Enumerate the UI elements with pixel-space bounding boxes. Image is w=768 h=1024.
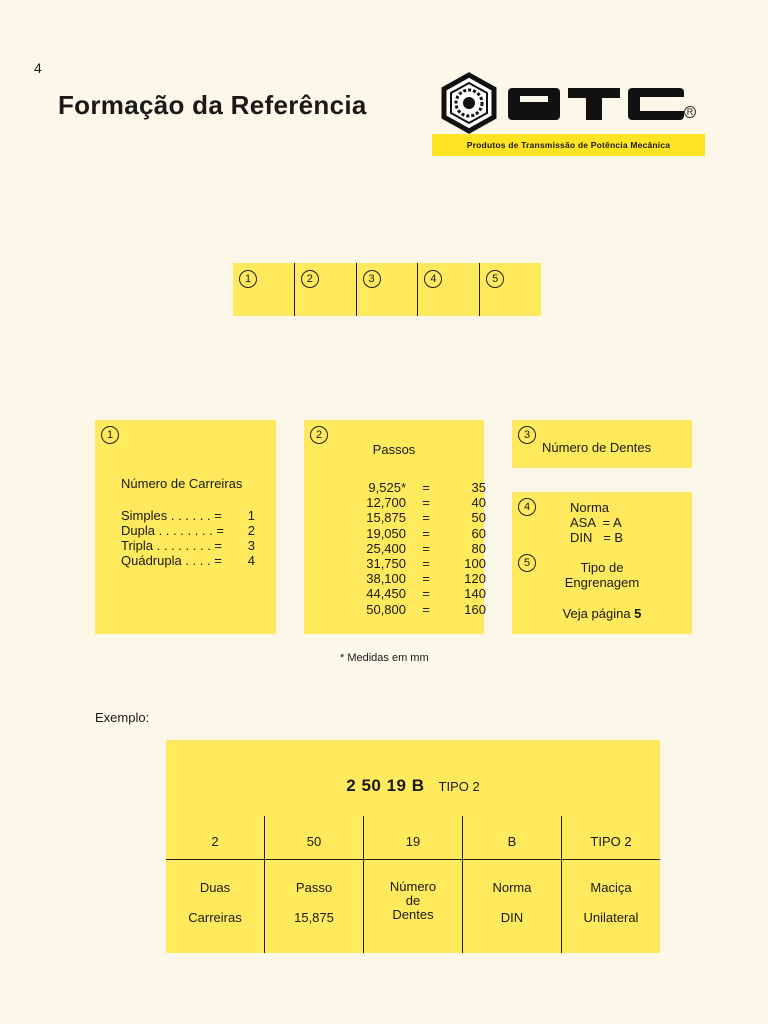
ref-cell-1 <box>233 263 295 316</box>
ref-cell-4 <box>418 263 480 316</box>
section-carreiras <box>95 420 276 634</box>
section-dentes <box>512 420 692 468</box>
page-number: 4 <box>34 60 42 76</box>
example-col-norma: B Norma DIN <box>463 816 562 953</box>
norma-din: DIN = B <box>570 530 624 545</box>
table-row: 38,100 = 120 <box>366 571 486 587</box>
tipo-block <box>512 560 692 590</box>
table-row: 44,450 = 140 <box>366 586 486 602</box>
example-box <box>166 740 660 953</box>
logo-tagline: Produtos de Transmissão de Potência Mecânica <box>432 134 705 156</box>
marker-3: 3 <box>363 270 381 288</box>
table-row: 15,875 = 50 <box>366 510 486 526</box>
gear-logo-icon <box>438 72 500 134</box>
section4-marker: 4 <box>518 498 536 516</box>
passos-title: Passos <box>372 442 416 457</box>
section-passos <box>304 420 484 634</box>
example-label: Exemplo: <box>95 710 150 725</box>
list-item: Dupla . . . . . . . . = 2 <box>121 523 255 538</box>
example-col-carreiras: 2 Duas Carreiras <box>166 816 265 953</box>
dentes-label: Número de Dentes <box>542 440 652 455</box>
reference-strip <box>233 263 541 316</box>
ref-cell-3 <box>357 263 419 316</box>
footnote: * Medidas em mm <box>340 652 429 664</box>
example-code-tipo: TIPO 2 <box>438 779 480 794</box>
rtc-wordmark <box>508 84 684 124</box>
registered-mark: R <box>684 106 696 118</box>
table-row: 19,050 = 60 <box>366 525 486 541</box>
ref-cell-5 <box>480 263 541 316</box>
example-code-number: 2 50 19 B <box>346 776 425 795</box>
see-page-note: Veja página 5 <box>562 606 642 621</box>
section1-marker: 1 <box>101 426 119 444</box>
section2-marker: 2 <box>310 426 328 444</box>
table-row: 31,750 = 100 <box>366 556 486 572</box>
list-item: Simples . . . . . . = 1 <box>121 508 255 523</box>
section-norma-tipo <box>512 492 692 634</box>
marker-2: 2 <box>301 270 319 288</box>
example-code <box>166 776 660 796</box>
marker-1: 1 <box>239 270 257 288</box>
table-row: 50,800 = 160 <box>366 601 486 617</box>
norma-block <box>570 500 623 545</box>
table-row: 25,400 = 80 <box>366 540 486 556</box>
example-col-dentes: 19 Número de Dentes <box>364 816 463 953</box>
ref-cell-2 <box>295 263 357 316</box>
table-row: 9,525* = 35 <box>368 480 486 495</box>
see-page-number: 5 <box>634 606 642 621</box>
section5-marker: 5 <box>518 554 536 572</box>
list-item: Tripla . . . . . . . . = 3 <box>121 538 255 553</box>
marker-4: 4 <box>424 270 442 288</box>
marker-5: 5 <box>486 270 504 288</box>
example-col-passo: 50 Passo 15,875 <box>265 816 364 953</box>
carreiras-list <box>121 508 255 568</box>
carreiras-title: Número de Carreiras <box>121 476 243 491</box>
tipo-line2: Engrenagem <box>564 575 640 590</box>
example-grid <box>166 816 660 953</box>
norma-asa: ASA = A <box>570 515 622 530</box>
page-title: Formação da Referência <box>58 90 367 120</box>
table-row: 12,700 = 40 <box>366 495 486 511</box>
tipo-line1: Tipo de <box>580 560 624 575</box>
norma-title: Norma <box>570 500 610 515</box>
example-col-tipo: TIPO 2 Maciça Unilateral <box>583 834 639 925</box>
list-item: Quádrupla . . . . = 4 <box>121 553 255 568</box>
section3-marker: 3 <box>518 426 536 444</box>
passos-table <box>338 480 486 617</box>
